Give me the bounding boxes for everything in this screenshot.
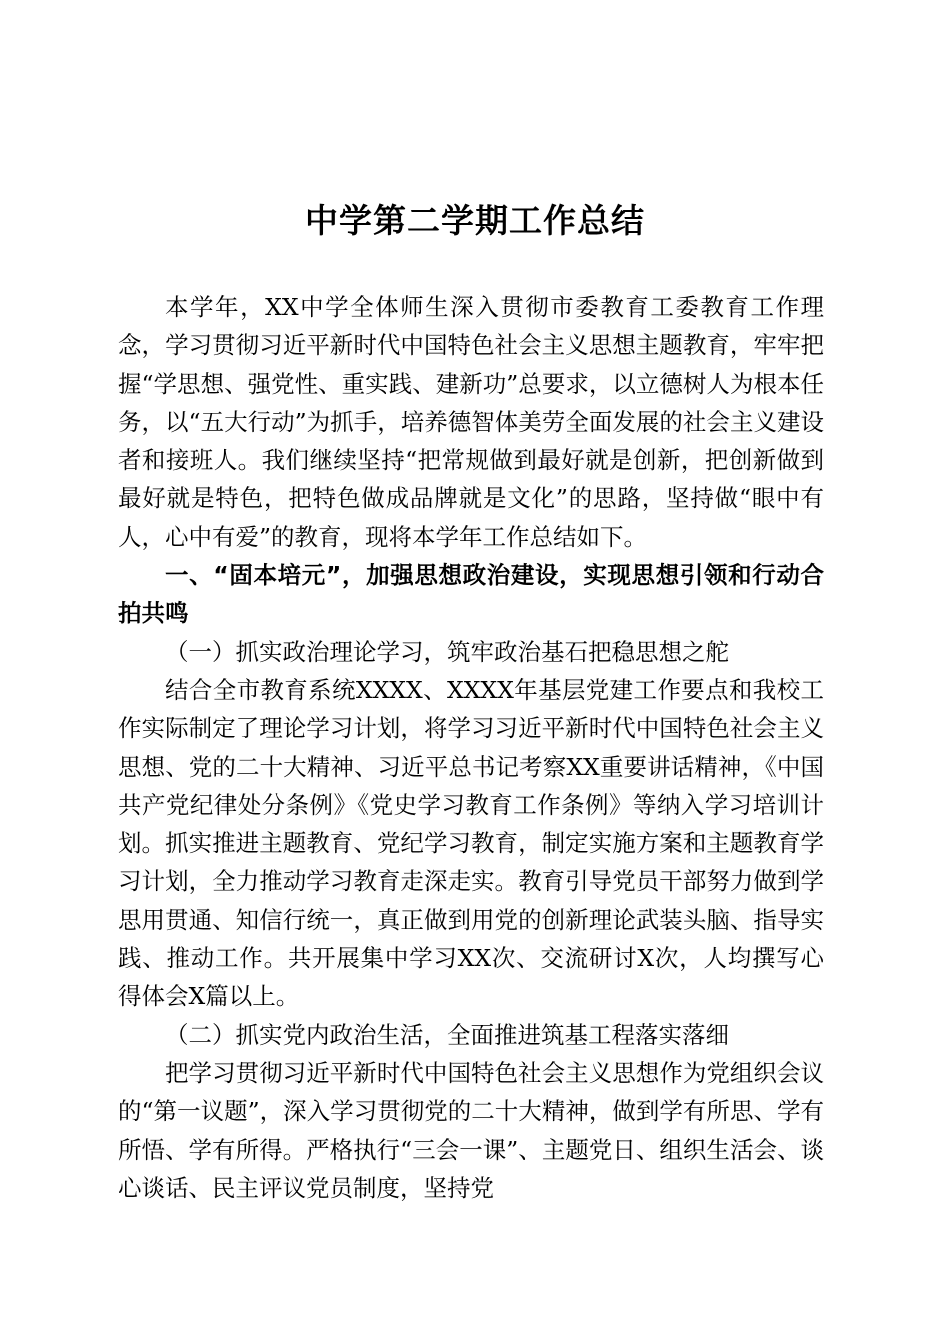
- document-title: 中学第二学期工作总结: [305, 201, 645, 240]
- document-body: [118, 288, 824, 1207]
- intro-paragraph: 本学年，XX中学全体师生深入贯彻市委教育工委教育工作理念，学习贯彻习近平新时代中国特色社会主义思想主题教育，牢牢把握“学思想、强党性、重实践、建新功”总要求，以立德树人为根本任务，以“五大行动”为抓手，培养德智体美劳全面发展的社会主义建设者和接班人。我们继续坚持“把常规做到最好就是创新，把创新做到最好就是特色，把特色做成品牌就是文化”的思路，坚持做“眼中有人，心中有爱”的教育，现将本学年工作总结如下。: [118, 293, 824, 551]
- subsection-heading-1: （一）抓实政治理论学习，筑牢政治基石把稳思想之舵: [165, 637, 729, 666]
- section-heading-1: 一、“固本培元”，加强思想政治建设，实现思想引领和行动合拍共鸣: [118, 561, 824, 628]
- body-paragraph-2: 把学习贯彻习近平新时代中国特色社会主义思想作为党组织会议的“第一议题”，深入学习贯彻党的二十大精神，做到学有所思、学有所悟、学有所得。严格执行“三会一课”、主题党日、组织生活会、谈心谈话、民主评议党员制度，坚持党: [118, 1058, 824, 1202]
- subsection-heading-2: （二）抓实党内政治生活，全面推进筑基工程落实落细: [165, 1020, 729, 1049]
- body-paragraph-1: 结合全市教育系统XXXX、XXXX年基层党建工作要点和我校工作实际制定了理论学习计划，将学习习近平新时代中国特色社会主义思想、党的二十大精神、习近平总书记考察XX重要讲话精神，《中国共产党纪律处分条例》《党史学习教育工作条例》等纳入学习培训计划。抓实推进主题教育、党纪学习教育，制定实施方案和主题教育学习计划，全力推动学习教育走深走实。教育引导党员干部努力做到学思用贯通、知信行统一，真正做到用党的创新理论武装头脑、指导实践、推动工作。共开展集中学习XX次、交流研讨X次，人均撰写心得体会X篇以上。: [118, 675, 824, 1011]
